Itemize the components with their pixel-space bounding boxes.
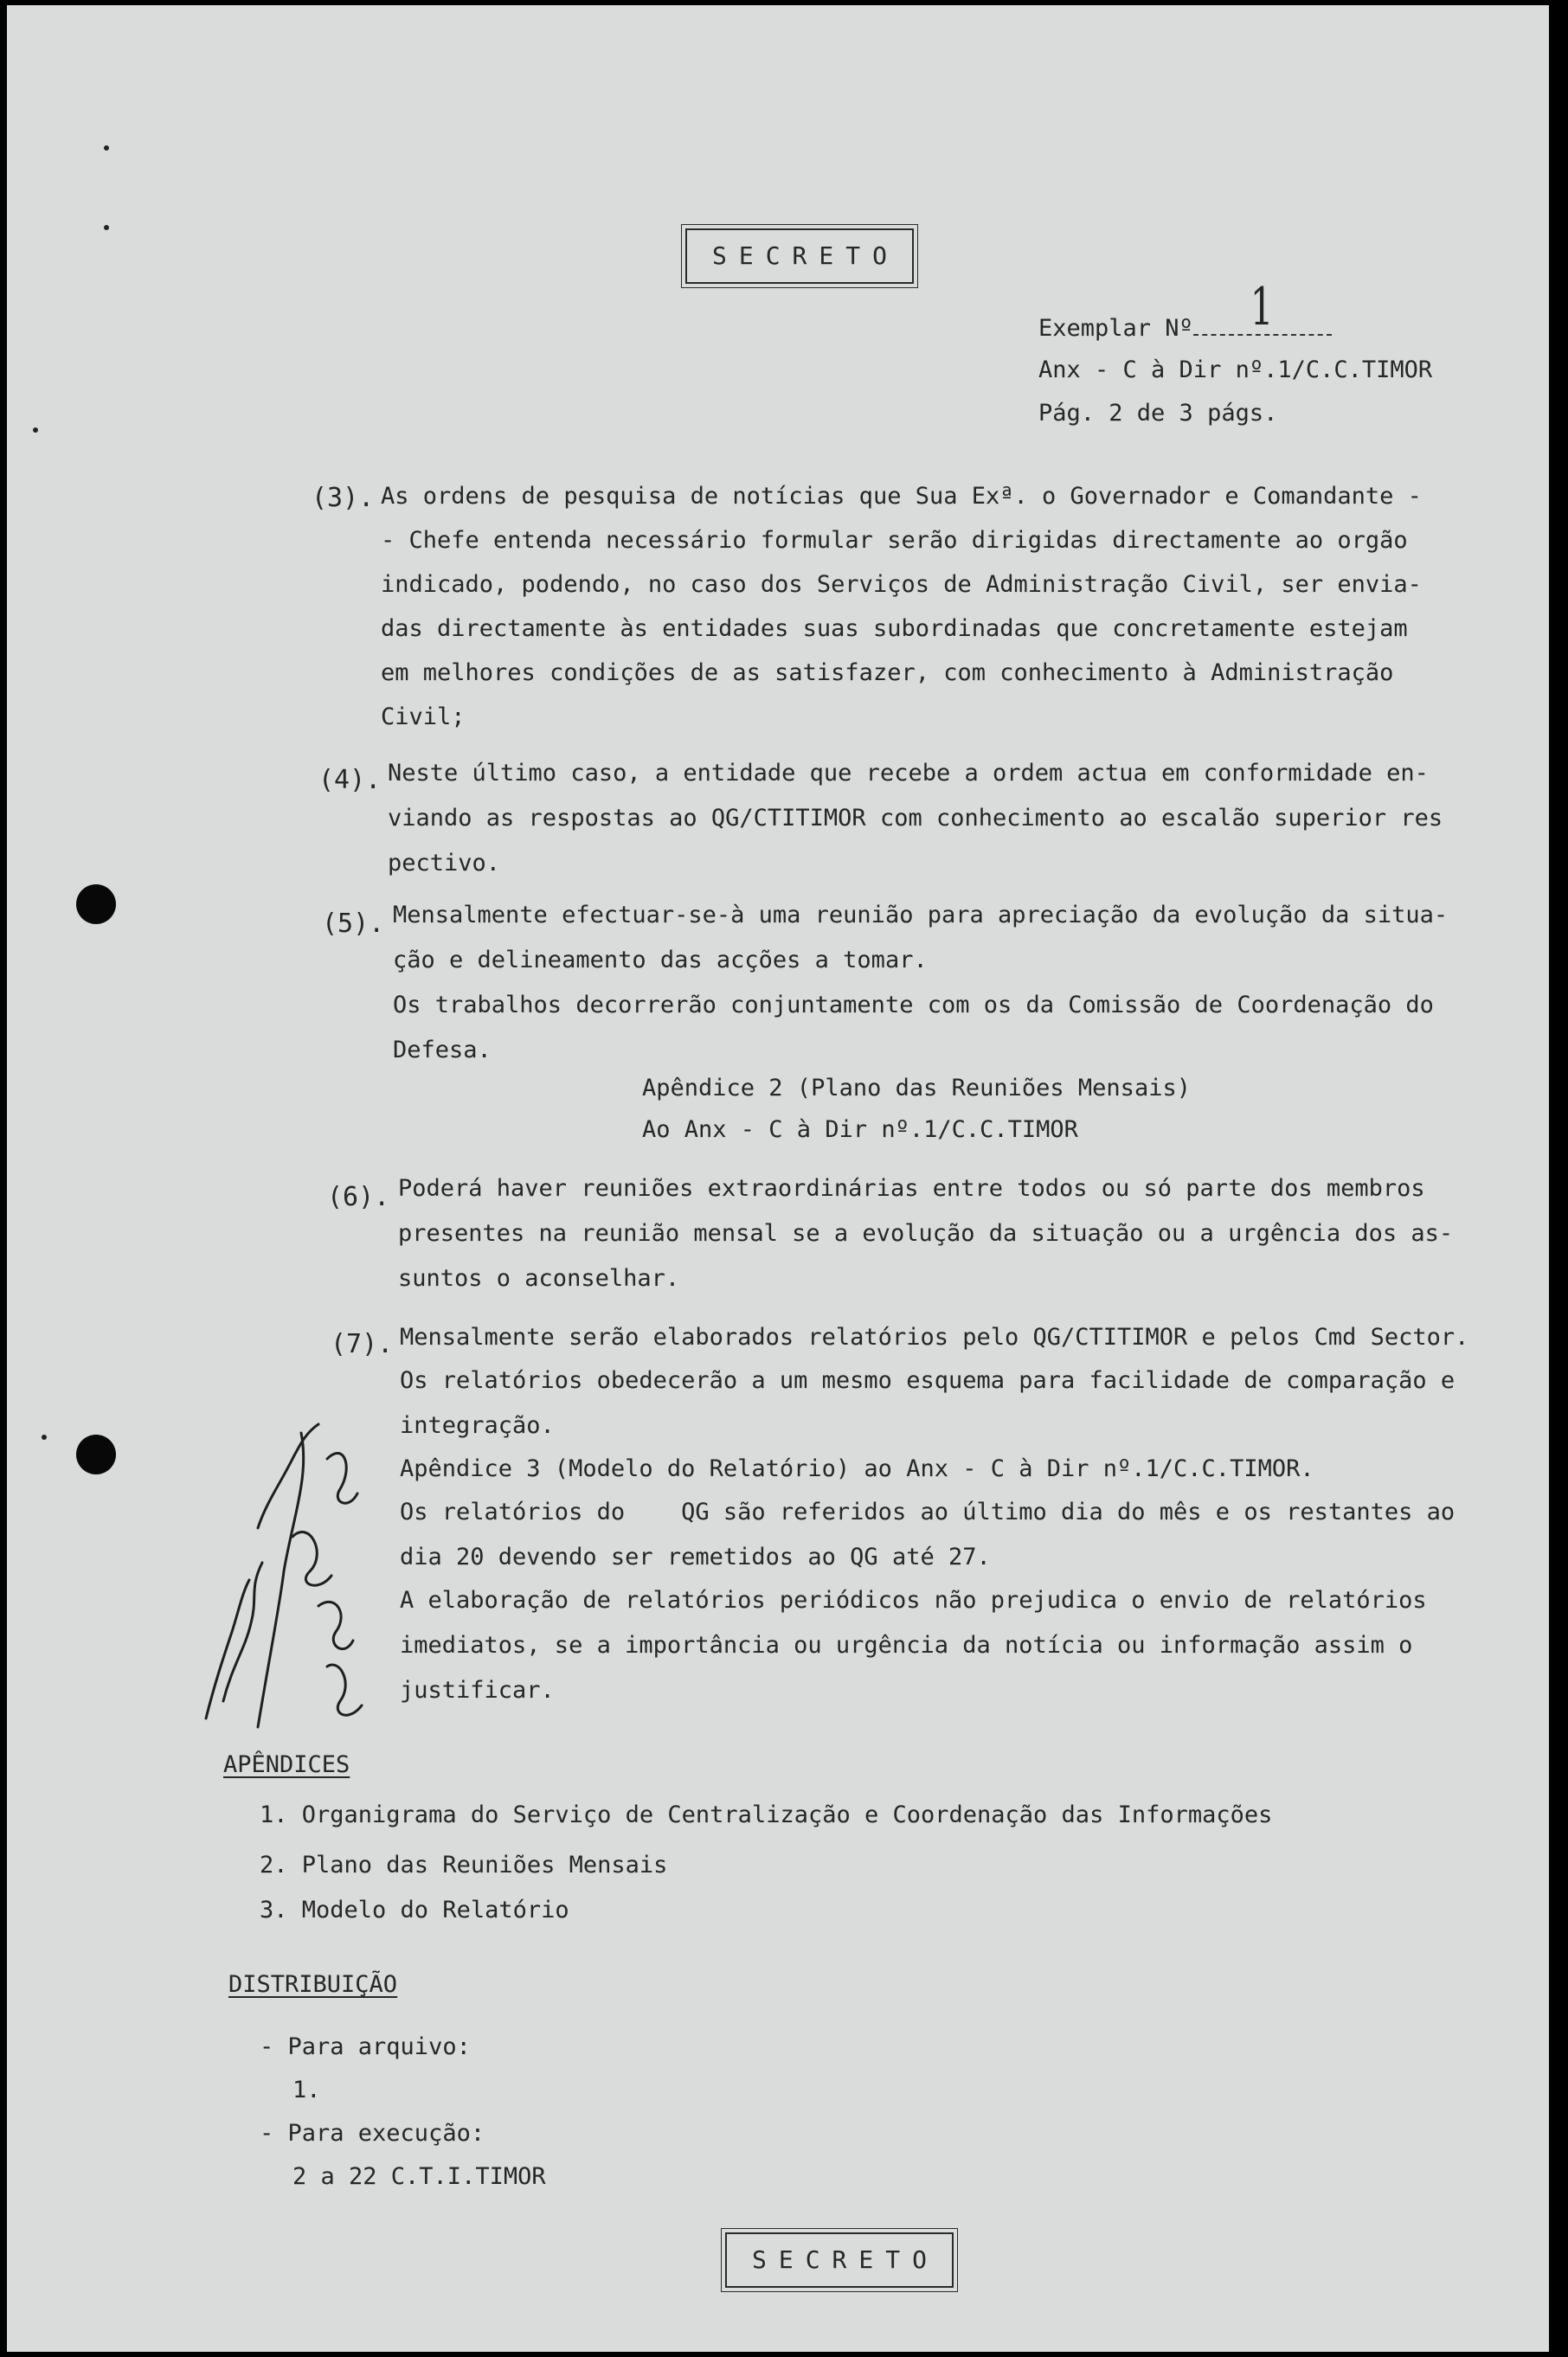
- paragraph-5-number: (5).: [322, 909, 385, 939]
- appendix-item: 1. Organigrama do Serviço de Centralização e Coordenação das Informações: [260, 1801, 1273, 1828]
- paragraph-7-line: Os relatórios do QG são referidos ao último dia do mês e os restantes ao: [400, 1499, 1456, 1525]
- distribution-execution-label: - Para execução:: [260, 2120, 485, 2147]
- distribution-archive-label: - Para arquivo:: [260, 2033, 471, 2060]
- paragraph-7-line: dia 20 devendo ser remetidos ao QG até 27.: [400, 1544, 991, 1570]
- handwritten-initials: [197, 1407, 379, 1736]
- classification-stamp-top: SECRETO: [685, 228, 914, 284]
- paragraph-4-line: Neste último caso, a entidade que recebe a ordem actua em conformidade en-: [388, 760, 1429, 787]
- distribution-title: DISTRIBUIÇÃO: [228, 1971, 398, 1998]
- paragraph-3-line: - Chefe entenda necessário formular serão dirigidas directamente ao orgão: [381, 527, 1408, 554]
- paragraph-3-line: em melhores condições de as satisfazer, com conhecimento à Administração: [381, 659, 1394, 686]
- paragraph-5-line: Defesa.: [393, 1037, 492, 1063]
- paragraph-4-line: pectivo.: [388, 850, 501, 877]
- paragraph-5-reference: Ao Anx - C à Dir nº.1/C.C.TIMOR: [642, 1116, 1078, 1143]
- paragraph-3-line: das directamente às entidades suas subordinadas que concretamente estejam: [381, 615, 1408, 642]
- exemplar-label: Exemplar Nº 1: [1038, 315, 1332, 342]
- paragraph-6-line: suntos o aconselhar.: [398, 1265, 680, 1292]
- paragraph-7-line: A elaboração de relatórios periódicos não prejudica o envio de relatórios: [400, 1587, 1427, 1614]
- paragraph-4-line: viando as respostas ao QG/CTITIMOR com conhecimento ao escalão superior res: [388, 805, 1443, 832]
- distribution-execution-value: 2 a 22 C.T.I.TIMOR: [292, 2163, 546, 2190]
- paragraph-5-reference: Apêndice 2 (Plano das Reuniões Mensais): [642, 1075, 1191, 1101]
- appendices-title: APÊNDICES: [223, 1751, 350, 1778]
- exemplar-number: 1: [1250, 277, 1274, 337]
- appendix-item: 3. Modelo do Relatório: [260, 1897, 569, 1923]
- paragraph-7-line: integração.: [400, 1412, 555, 1439]
- paragraph-3-line: As ordens de pesquisa de notícias que Sua Exª. o Governador e Comandante -: [381, 483, 1422, 510]
- annex-reference: Anx - C à Dir nº.1/C.C.TIMOR: [1038, 356, 1433, 383]
- paper-speck: [104, 225, 109, 230]
- paragraph-7-line: justificar.: [400, 1677, 555, 1704]
- paragraph-5-line: Os trabalhos decorrerão conjuntamente com os da Comissão de Coordenação do: [393, 992, 1434, 1018]
- paragraph-7-number: (7).: [331, 1329, 394, 1359]
- paragraph-7-line: imediatos, se a importância ou urgência da notícia ou informação assim o: [400, 1632, 1413, 1659]
- document-page: [7, 5, 1549, 2352]
- paragraph-7-line: Os relatórios obedecerão a um mesmo esquema para facilidade de comparação e: [400, 1367, 1456, 1394]
- paragraph-3-line: indicado, podendo, no caso dos Serviços de Administração Civil, ser envia-: [381, 571, 1422, 598]
- paper-speck: [42, 1435, 47, 1440]
- paragraph-3-number: (3).: [312, 483, 375, 513]
- paragraph-6-line: presentes na reunião mensal se a evolução da situação ou a urgência dos as-: [398, 1220, 1454, 1247]
- paragraph-4-number: (4).: [318, 765, 382, 795]
- page-reference: Pág. 2 de 3 págs.: [1038, 400, 1278, 427]
- paper-speck: [33, 427, 38, 433]
- classification-stamp-bottom: SECRETO: [725, 2232, 954, 2288]
- paragraph-6-number: (6).: [327, 1182, 390, 1212]
- paragraph-7-line: Mensalmente serão elaborados relatórios pelo QG/CTITIMOR e pelos Cmd Sector.: [400, 1324, 1469, 1351]
- paragraph-6-line: Poderá haver reuniões extraordinárias entre todos ou só parte dos membros: [398, 1175, 1425, 1202]
- punch-hole-lower: [76, 1435, 116, 1474]
- distribution-archive-value: 1.: [292, 2077, 321, 2103]
- paragraph-7-line: Apêndice 3 (Modelo do Relatório) ao Anx - C à Dir nº.1/C.C.TIMOR.: [400, 1455, 1314, 1482]
- punch-hole-upper: [76, 884, 116, 924]
- paragraph-5-line: ção e delineamento das acções a tomar.: [393, 947, 928, 973]
- paper-speck: [104, 145, 109, 151]
- paragraph-5-line: Mensalmente efectuar-se-à uma reunião para apreciação da evolução da situa-: [393, 902, 1449, 928]
- appendix-item: 2. Plano das Reuniões Mensais: [260, 1852, 668, 1879]
- paragraph-3-line: Civil;: [381, 703, 466, 730]
